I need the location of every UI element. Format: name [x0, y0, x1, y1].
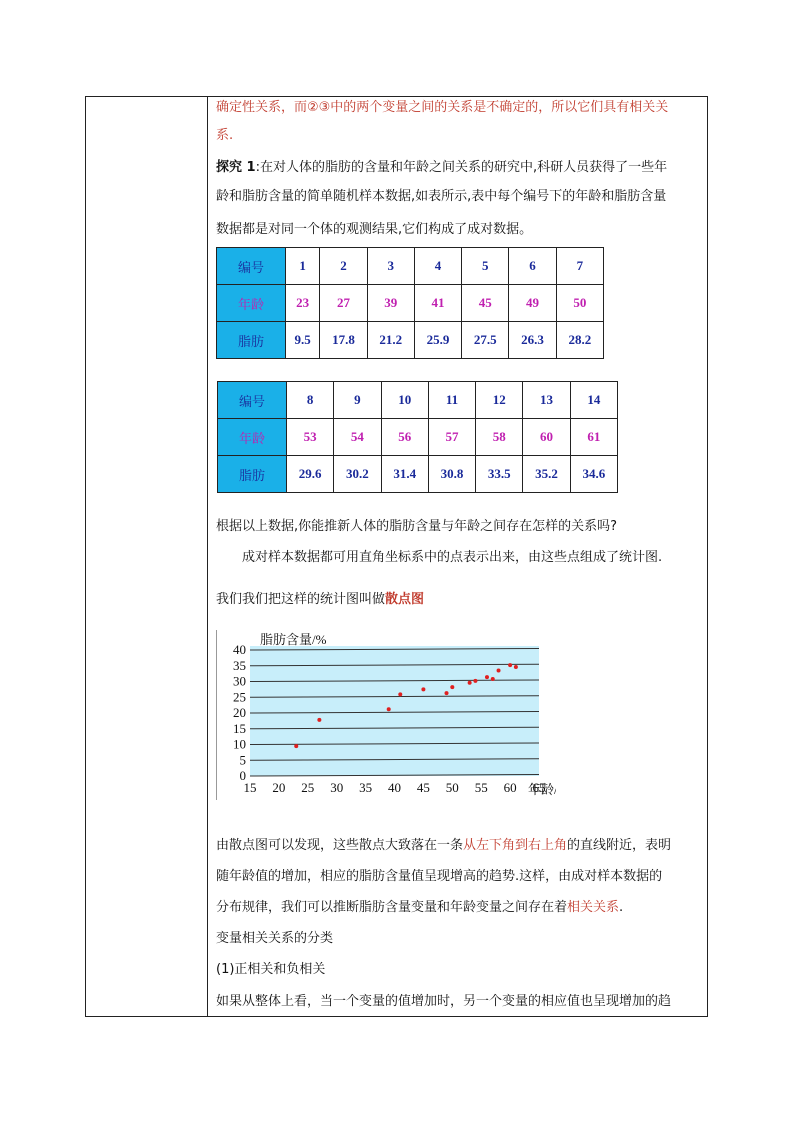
table-cell: 34.6	[570, 456, 617, 493]
table-cell: 29.6	[287, 456, 334, 493]
para5-line1	[216, 837, 671, 855]
scatter-svg	[216, 630, 556, 805]
x-tick-label: 30	[330, 780, 344, 795]
explore-text1: :在对人体的脂肪的含量和年龄之间关系的研究中,科研人员获得了一些年	[255, 160, 668, 175]
table-cell: 45	[462, 285, 509, 322]
table-cell: 49	[509, 285, 556, 322]
scatter-point	[497, 668, 501, 672]
table-cell: 10	[381, 382, 428, 419]
table-cell: 54	[334, 419, 381, 456]
table-header-fat: 脂肪	[217, 322, 286, 359]
table-row	[218, 419, 618, 456]
table-row	[217, 322, 604, 359]
y-tick-label: 25	[233, 689, 246, 705]
para1-line2: 系.	[216, 128, 234, 143]
table-cell: 35.2	[523, 456, 570, 493]
table-header-age: 年龄	[217, 285, 286, 322]
table-cell: 30.8	[428, 456, 475, 493]
table-cell: 27.5	[462, 322, 509, 359]
table-cell: 3	[367, 248, 414, 285]
document-frame	[85, 96, 708, 1017]
para5-text: 的直线附近，表明	[567, 838, 672, 853]
explore-line2: 龄和脂肪含量的简单随机样本数据,如表所示,表中每个编号下的年龄和脂肪含量	[216, 189, 667, 204]
para5-text: 分布规律，我们可以推断脂肪含量变量和年龄变量之间存在着	[216, 900, 568, 915]
last-line: 如果从整体上看，当一个变量的值增加时，另一个变量的相应值也呈现增加的趋	[216, 994, 672, 1009]
table-row	[218, 456, 618, 493]
y-tick-label: 35	[233, 657, 246, 673]
para3: 成对样本数据都可用直角坐标系中的点表示出来，由这些点组成了统计图.	[242, 550, 663, 565]
table-cell: 17.8	[320, 322, 367, 359]
table-cell: 61	[570, 419, 617, 456]
scatter-chart	[216, 630, 556, 805]
table-cell: 31.4	[381, 456, 428, 493]
x-tick-label: 35	[359, 780, 373, 795]
table-cell: 56	[381, 419, 428, 456]
table-cell: 39	[367, 285, 414, 322]
scatter-point	[450, 685, 454, 689]
y-axis-label: 脂肪含量/%	[260, 632, 327, 647]
table-cell: 60	[523, 419, 570, 456]
scatter-point	[473, 679, 477, 683]
table-header-id: 编号	[218, 382, 287, 419]
para1-line1: 确定性关系，而②③中的两个变量之间的关系是不确定的，所以它们具有相关关	[216, 100, 669, 115]
scatter-point	[485, 675, 489, 679]
table-cell: 26.3	[509, 322, 556, 359]
table-cell: 58	[476, 419, 523, 456]
table-cell: 27	[320, 285, 367, 322]
x-axis-label: 年龄	[528, 782, 555, 797]
table-cell: 12	[476, 382, 523, 419]
data-table-1	[216, 247, 604, 359]
y-tick-label: 30	[233, 673, 246, 689]
table-header-age: 年龄	[218, 419, 287, 456]
table-cell: 23	[286, 285, 320, 322]
y-tick-label: 40	[233, 642, 246, 657]
scatter-point	[491, 677, 495, 681]
y-tick-label: 15	[233, 720, 246, 736]
para5-line3	[216, 899, 623, 917]
x-tick-label: 45	[416, 780, 430, 795]
para5-text: .	[619, 900, 624, 915]
table-cell: 41	[414, 285, 461, 322]
table-cell: 5	[462, 248, 509, 285]
table-cell: 9	[334, 382, 381, 419]
y-tick-labels	[233, 642, 246, 783]
table-cell: 21.2	[367, 322, 414, 359]
x-tick-label: 40	[388, 780, 401, 795]
table-cell: 9.5	[286, 322, 320, 359]
table-cell: 8	[287, 382, 334, 419]
para4-prefix: 我们我们把这样的统计图叫做	[216, 592, 386, 607]
subsection-title: (1)正相关和负相关	[216, 962, 326, 977]
x-tick-labels	[244, 780, 546, 795]
para4	[216, 591, 424, 609]
table-row	[217, 285, 604, 322]
table-header-fat: 脂肪	[218, 456, 287, 493]
column-divider	[207, 97, 208, 1016]
data-table-2	[217, 381, 618, 493]
table-cell: 2	[320, 248, 367, 285]
explore-line3: 数据都是对同一个体的观测结果,它们构成了成对数据。	[216, 222, 533, 237]
x-tick-label: 15	[243, 780, 257, 795]
term-correlation: 相关关系	[567, 900, 620, 915]
scatter-point	[387, 707, 391, 711]
x-tick-label: 60	[503, 780, 517, 795]
table-cell: 14	[570, 382, 617, 419]
explore-label: 探究 1	[216, 160, 256, 175]
table-cell: 53	[287, 419, 334, 456]
highlight-direction: 从左下角到右上角	[463, 838, 568, 853]
para2: 根据以上数据,你能推新人体的脂肪含量与年龄之间存在怎样的关系吗?	[216, 519, 618, 534]
scatter-point	[514, 665, 518, 669]
scatter-point	[508, 663, 512, 667]
table-cell: 7	[556, 248, 603, 285]
table-cell: 30.2	[334, 456, 381, 493]
table-cell: 50	[556, 285, 603, 322]
table-cell: 28.2	[556, 322, 603, 359]
scatter-point	[445, 691, 449, 695]
x-tick-label: 25	[301, 780, 315, 795]
x-tick-label: 65	[532, 780, 546, 795]
table-cell: 1	[286, 248, 320, 285]
scatter-point	[317, 718, 321, 722]
table-header-id: 编号	[217, 248, 286, 285]
para5-text: 由散点图可以发现，这些散点大致落在一条	[216, 838, 464, 853]
table-row	[217, 248, 604, 285]
y-tick-label: 0	[239, 768, 246, 783]
section-title: 变量相关关系的分类	[216, 931, 334, 946]
table-cell: 11	[428, 382, 475, 419]
table-cell: 13	[523, 382, 570, 419]
term-scatter-plot: 散点图	[385, 592, 425, 607]
scatter-point	[294, 744, 298, 748]
y-tick-label: 10	[233, 736, 246, 752]
table-cell: 25.9	[414, 322, 461, 359]
x-tick-label: 20	[272, 780, 286, 795]
y-tick-label: 20	[233, 705, 246, 720]
para5-line2: 随年龄值的增加，相应的脂肪含量值呈现增高的趋势.这样，由成对样本数据的	[216, 869, 663, 884]
scatter-point	[398, 692, 402, 696]
table-cell: 6	[509, 248, 556, 285]
explore-line1	[216, 159, 667, 177]
table-row	[218, 382, 618, 419]
scatter-point	[421, 687, 425, 691]
table-cell: 4	[414, 248, 461, 285]
table-cell: 33.5	[476, 456, 523, 493]
scatter-point	[468, 681, 472, 685]
x-tick-label: 50	[445, 780, 459, 795]
y-tick-label: 5	[239, 752, 246, 768]
x-tick-label: 55	[474, 780, 488, 795]
table-cell: 57	[428, 419, 475, 456]
